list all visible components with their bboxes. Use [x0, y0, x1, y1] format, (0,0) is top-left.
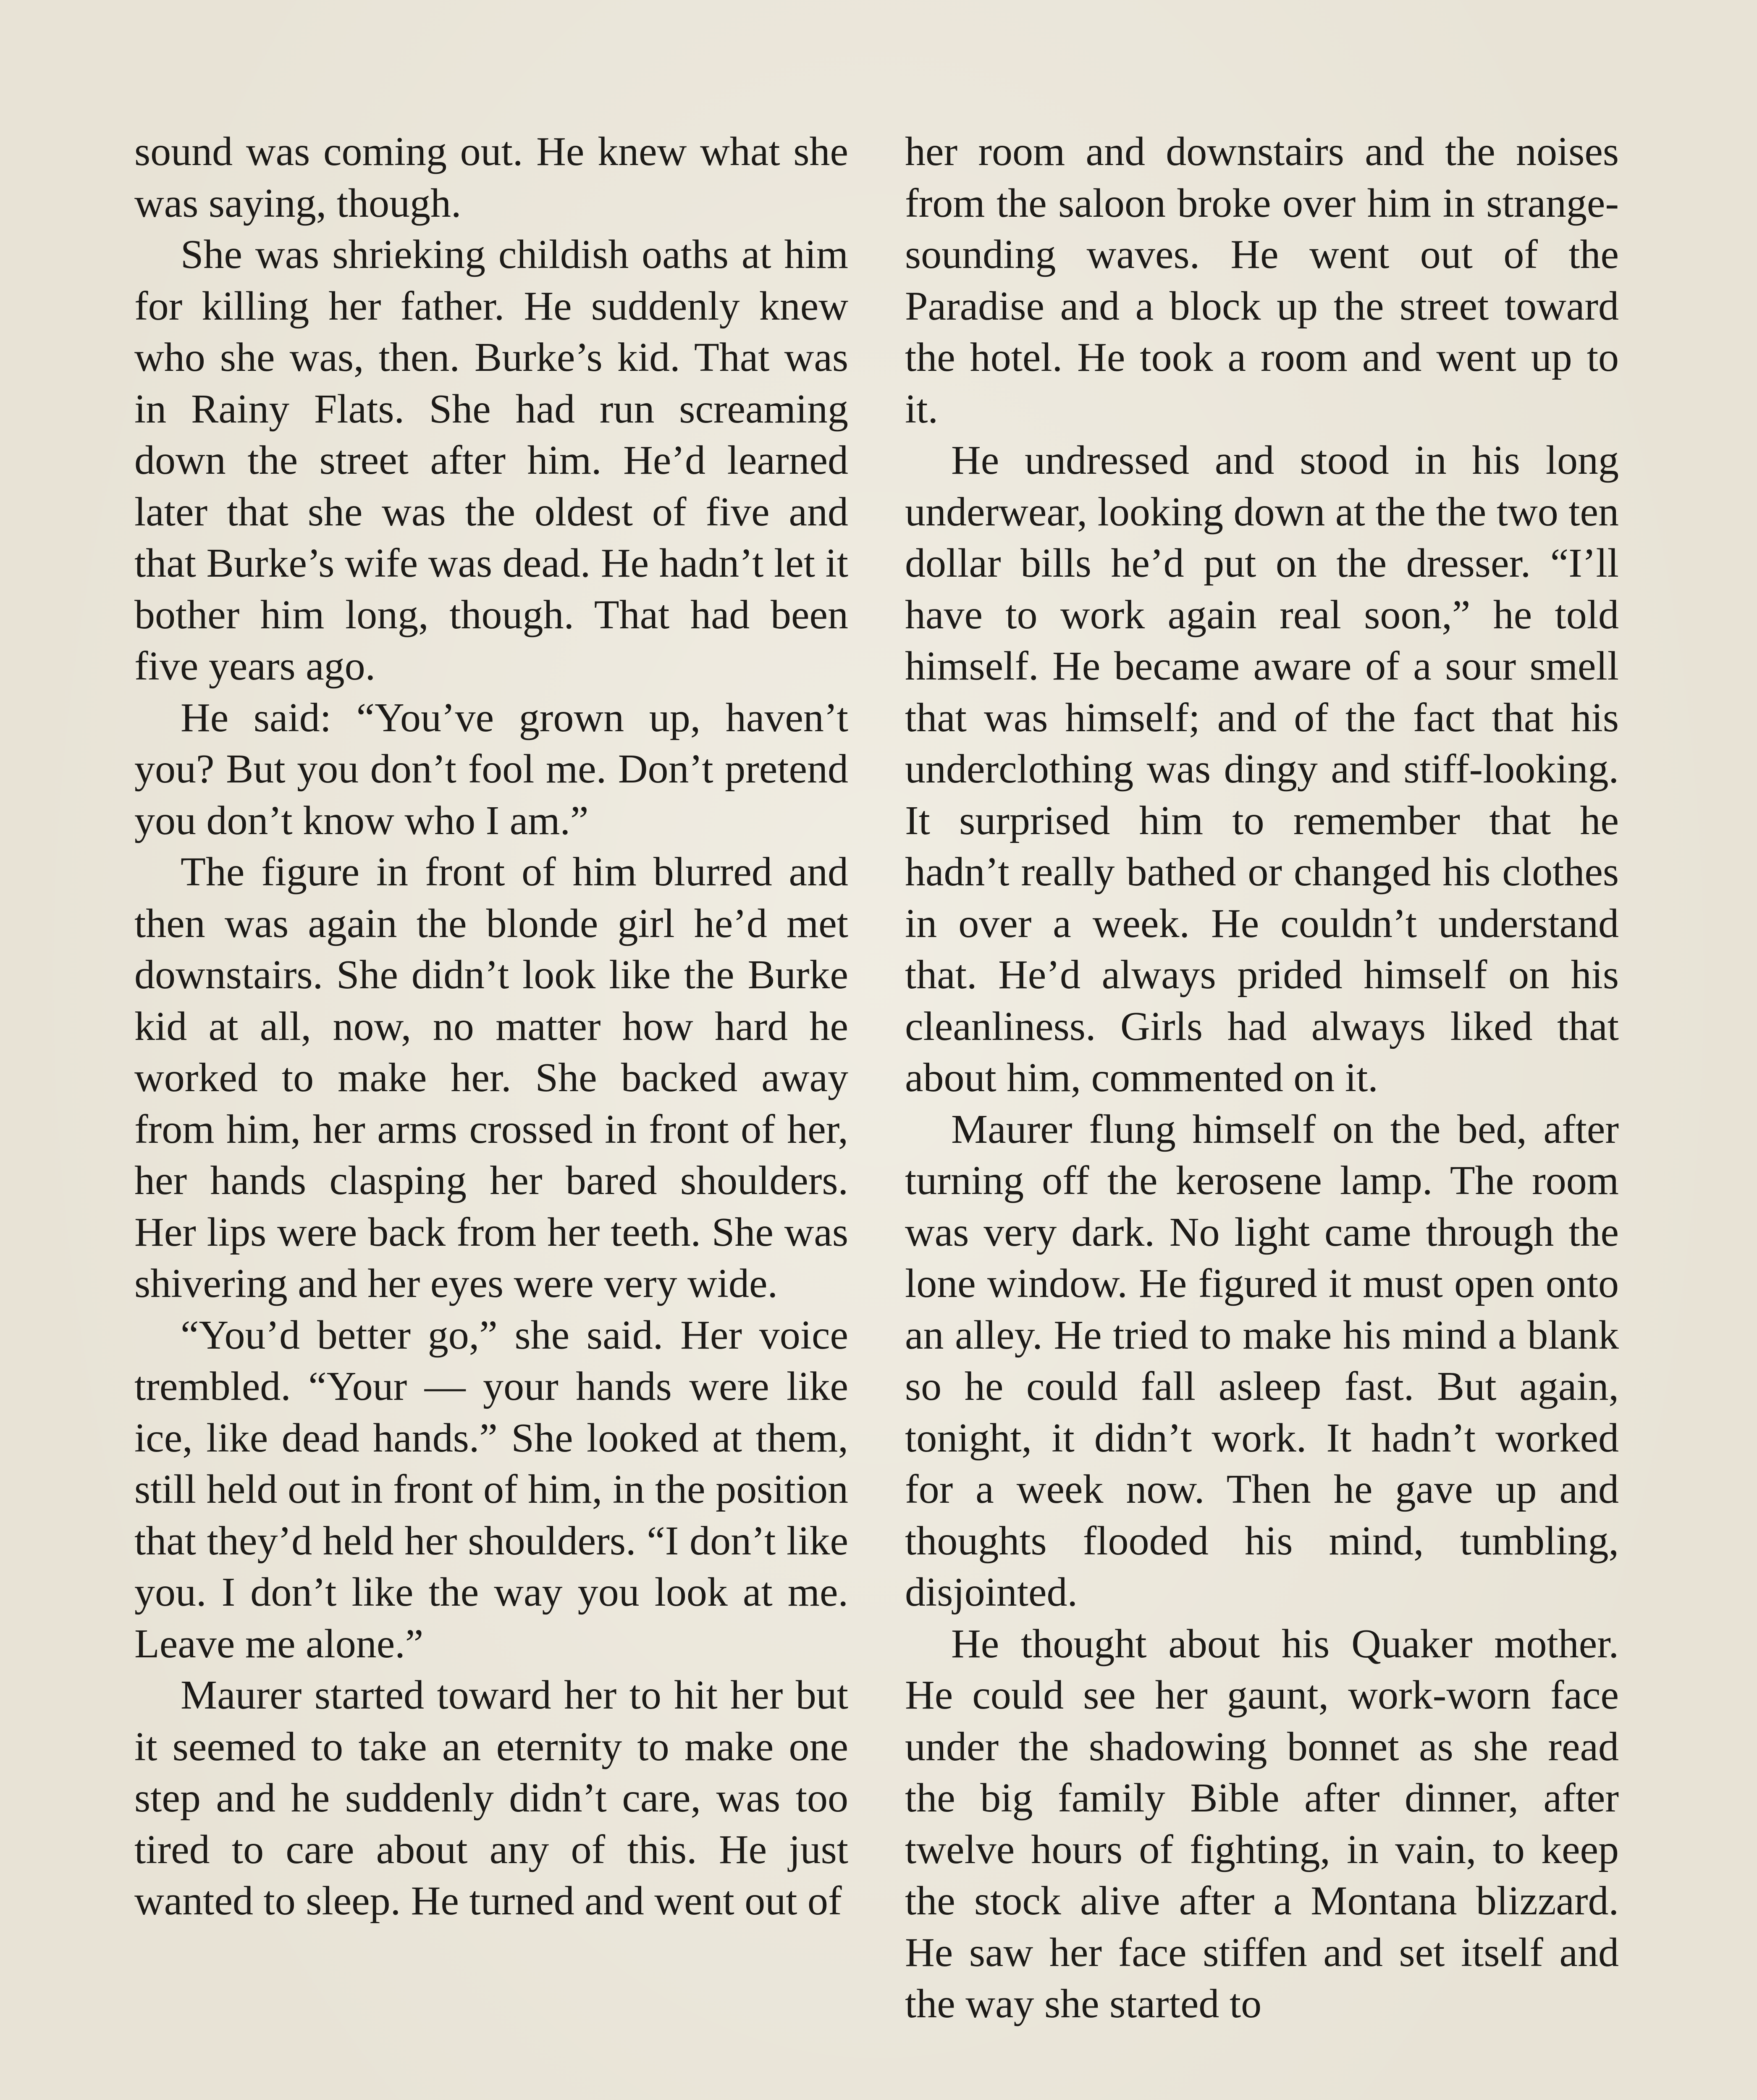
left-text-column — [134, 126, 848, 1927]
paragraph: He thought about his Quaker mother. He could see her gaunt, work-worn face under the shadowing bonnet as she read the big family Bible after dinner, after twelve hours of fighting, in vain, to keep the stock alive after a Montana blizzard. He saw her face stiffen and set itself and the way she started to — [905, 1621, 1619, 2026]
paragraph: “You’d better go,” she said. Her voice trembled. “Your — your hands were like ice, like dead hands.” She looked at them, still held out in front of him, in the position that they’d held her shoulders. “I don’t like you. I don’t like the way you look at me. Leave me alone.” — [134, 1312, 848, 1667]
paragraph: The figure in front of him blurred and then was again the blonde girl he’d met downstairs. She didn’t look like the Burke kid at all, now, no matter how hard he worked to make her. She backed away from him, her arms crossed in front of her, her hands clasping her bared shoulders. Her lips were back from her teeth. She was shivering and her eyes were very wide. — [134, 849, 848, 1306]
paragraph: Maurer flung himself on the bed, after turning off the kerosene lamp. The room was very dark. No light came through the lone window. He figured it must open onto an alley. He tried to make his mind a blank so he could fall asleep fast. But again, tonight, it didn’t work. It hadn’t worked for a week now. Then he gave up and thoughts flooded his mind, tumbling, disjointed. — [905, 1106, 1619, 1615]
paragraph: sound was coming out. He knew what she was saying, though. — [134, 129, 848, 226]
paragraph: He undressed and stood in his long underwear, looking down at the the two ten dollar bills he’d put on the dresser. “I’ll have to work again real soon,” he told himself. He became aware of a sour smell that was himself; and of the fact that his underclothing was dingy and stiff-looking. It surprised him to remember that he hadn’t really bathed or changed his clothes in over a week. He couldn’t understand that. He’d always prided himself on his cleanliness. Girls had always liked that about him, commented on it. — [905, 438, 1619, 1100]
paragraph: He said: “You’ve grown up, haven’t you? But you don’t fool me. Don’t pretend you don’t know who I am.” — [134, 695, 848, 843]
right-text-column — [905, 126, 1619, 2030]
paragraph: Maurer started toward her to hit her but it seemed to take an eternity to make one step and he suddenly didn’t care, was too tired to care about any of this. He just wanted to sleep. He turned and went out of — [134, 1672, 848, 1924]
paragraph: She was shrieking childish oaths at him for killing her father. He suddenly knew who she was, then. Burke’s kid. That was in Rainy Flats. She had run screaming down the street after him. He’d learned later that she was the oldest of five and that Burke’s wife was dead. He hadn’t let it bother him long, though. That had been five years ago. — [134, 232, 848, 689]
paragraph: her room and downstairs and the noises from the saloon broke over him in strange-sounding waves. He went out of the Paradise and a block up the street toward the hotel. He took a room and went up to it. — [905, 129, 1619, 432]
